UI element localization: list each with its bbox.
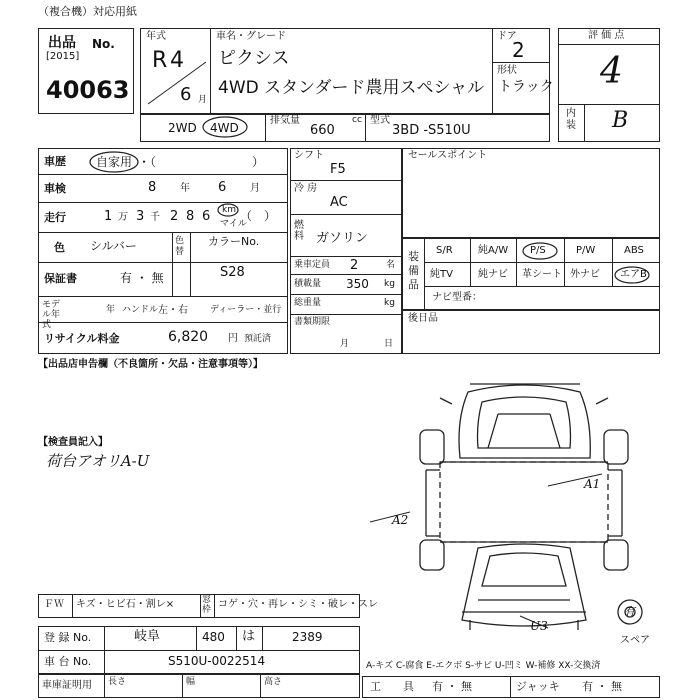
cert-label: 車庫証明用 (42, 680, 92, 691)
handle-label: ハンドル (122, 305, 159, 315)
engine-unit: cc (352, 115, 362, 125)
equip-pw: P/W (576, 245, 596, 256)
chassis-number: S510U-0022514 (168, 654, 266, 668)
lot-year-stamp: [2015] (46, 51, 80, 62)
shift-value: F5 (330, 162, 346, 177)
inspect-month-unit: 月 (340, 339, 350, 349)
mark-a1: A1 (584, 477, 601, 491)
equip-airbag: エアB (620, 269, 647, 280)
warranty-value: 有 ・ 無 (120, 271, 164, 285)
equip-label: 装備品 (408, 250, 419, 291)
jack-value: 有 ・ 無 (582, 680, 622, 693)
reki-label: 車歴 (44, 155, 66, 168)
color-label: 色 (54, 241, 65, 254)
irogae-label: 色替 (175, 236, 185, 257)
shift-label: シフト (294, 150, 324, 161)
mado-label: 窓 (202, 595, 212, 605)
mileage-paren: （ ） (240, 209, 277, 223)
year-label: 年式 (146, 31, 166, 42)
drive-4wd: 4WD (210, 121, 239, 135)
cert-width: 幅 (186, 677, 196, 687)
mileage-d2: 3 (136, 209, 145, 224)
shaken-year: 8 (148, 180, 157, 195)
mileage-d4: 8 (186, 209, 195, 224)
fw-label: ＦＷ (44, 599, 64, 610)
cert-height: 高さ (264, 677, 283, 687)
load-unit: kg (384, 279, 395, 289)
recycle-note: 預託済 (244, 334, 272, 344)
equip-juntv: 純TV (430, 269, 453, 280)
touroku-number: 2389 (292, 630, 323, 644)
load-label: 積載量 (294, 279, 322, 289)
model-year-unit: 年 (106, 305, 116, 315)
mado-label-2: 枠 (202, 605, 212, 615)
engine-value: 660 (310, 123, 335, 138)
equip-outnavi: 外ナビ (570, 269, 600, 280)
damage-legend: A-キズ C-腐食 E-エクボ S-サビ U-凹ミ W-補修 XX-交換済 (366, 661, 601, 671)
navi-model-label: ナビ型番： (432, 292, 482, 303)
shaken-month: 6 (218, 180, 227, 195)
color-no-label: カラーNo. (208, 235, 260, 248)
ac-label: 冷 房 (294, 183, 318, 194)
touroku-kana: は (242, 629, 256, 644)
ac-value: AC (330, 195, 348, 210)
lot-label: 出品 (48, 35, 76, 51)
recycle-label: リサイクル料金 (44, 332, 120, 345)
year-month-unit: 月 (198, 95, 208, 105)
door-value: 2 (512, 38, 525, 62)
inspector-note: 荷台アオリA-U (46, 452, 150, 470)
mado-text: コゲ・穴・再レ・シミ・破レ・スレ (218, 599, 378, 610)
inspector-label: 【検査員記入】 (38, 437, 108, 448)
dealer-label: ディーラー・並行 (210, 305, 282, 315)
year-era: R (152, 48, 168, 73)
car-name: ピクシス (218, 48, 290, 69)
year-month: 6 (180, 84, 192, 105)
score-value: 4 (600, 51, 623, 92)
score-label: 評 価 点 (588, 30, 625, 41)
spare-mark: 有 (624, 605, 635, 618)
sheet-header-note: （複合機）対応用紙 (38, 5, 137, 18)
mileage-man: 万 (118, 212, 128, 223)
jack-label: ジャッキ (516, 680, 560, 693)
mileage-d1: 1 (104, 209, 113, 224)
warranty-label: 保証書 (44, 272, 77, 285)
chassis-label: 車 台 No. (44, 655, 92, 668)
car-name-label: 車名・グレード (216, 31, 286, 42)
declare-label: 【出品店申告欄（不良箇所・欠品・注意事項等）】 (38, 359, 263, 370)
after-items-label: 後日品 (408, 313, 438, 324)
drive-2wd: 2WD (168, 121, 197, 135)
load-value: 350 (346, 277, 369, 291)
mileage-label: 走行 (44, 211, 66, 224)
mileage-mile: マイル (220, 219, 247, 229)
car-grade: 4WD スタンダード農用スペシャル (218, 78, 485, 98)
shaken-month-unit: 月 (250, 183, 260, 194)
inspect-day-unit: 日 (384, 339, 394, 349)
weight-unit: kg (384, 298, 395, 308)
equip-abs: ABS (624, 245, 644, 256)
equip-leather: 革シート (522, 269, 562, 280)
sales-point-label: セールスポイント (408, 150, 488, 161)
engine-label: 排気量 (270, 115, 300, 126)
capacity-value: 2 (350, 258, 359, 273)
lot-no-label: No. (92, 37, 115, 51)
shaken-year-unit: 年 (180, 183, 190, 194)
reki-rest: ・（ ） (138, 155, 265, 169)
shaken-label: 車検 (44, 182, 66, 195)
mark-a2: A2 (392, 513, 409, 527)
lot-number: 40063 (46, 76, 130, 104)
capacity-label: 乗車定員 (294, 260, 331, 270)
interior-value: B (612, 108, 629, 133)
shape-value: トラック (498, 79, 554, 95)
model-value: 3BD -S510U (392, 123, 471, 138)
fuel-value: ガソリン (316, 231, 369, 246)
equip-sr: S/R (436, 245, 453, 256)
mileage-d5: 6 (202, 209, 211, 224)
recycle-unit: 円 (228, 333, 238, 344)
equip-ps: P/S (530, 245, 546, 256)
tools-label: 工 具 (370, 680, 414, 693)
touroku-label: 登 録 No. (44, 631, 92, 644)
equip-junaw: 純A/W (478, 245, 509, 256)
mileage-sen: 千 (150, 212, 160, 223)
touroku-pref: 岐阜 (134, 629, 161, 644)
spare-label: スペア (620, 635, 650, 646)
handle-value: 左・右 (158, 305, 188, 316)
model-year-label: モデル年式 (42, 300, 61, 330)
interior-label: 内装 (566, 108, 576, 131)
capacity-unit: 名 (386, 260, 396, 270)
color-value: シルバー (90, 239, 137, 253)
tools-value: 有 ・ 無 (432, 680, 472, 693)
touroku-class: 480 (202, 630, 225, 644)
shape-label: 形状 (497, 65, 517, 76)
weight-label: 総重量 (294, 298, 322, 308)
door-label: ドア (497, 31, 517, 42)
year-value: 4 (170, 48, 184, 73)
mileage-d3: 2 (170, 209, 179, 224)
inspect-label: 書類期限 (294, 317, 331, 327)
mark-u3: U3 (530, 619, 548, 633)
color-no-value: S28 (220, 265, 245, 280)
fw-text: キズ・ヒビ石・割レ× (76, 599, 175, 610)
cert-length: 長さ (108, 677, 127, 687)
fuel-label: 燃 料 (294, 220, 304, 242)
recycle-value: 6,820 (168, 329, 209, 345)
reki-value: 自家用 (96, 155, 133, 169)
equip-junnavi: 純ナビ (478, 269, 508, 280)
model-label: 型式 (370, 115, 390, 126)
mileage-km: km (222, 205, 236, 215)
